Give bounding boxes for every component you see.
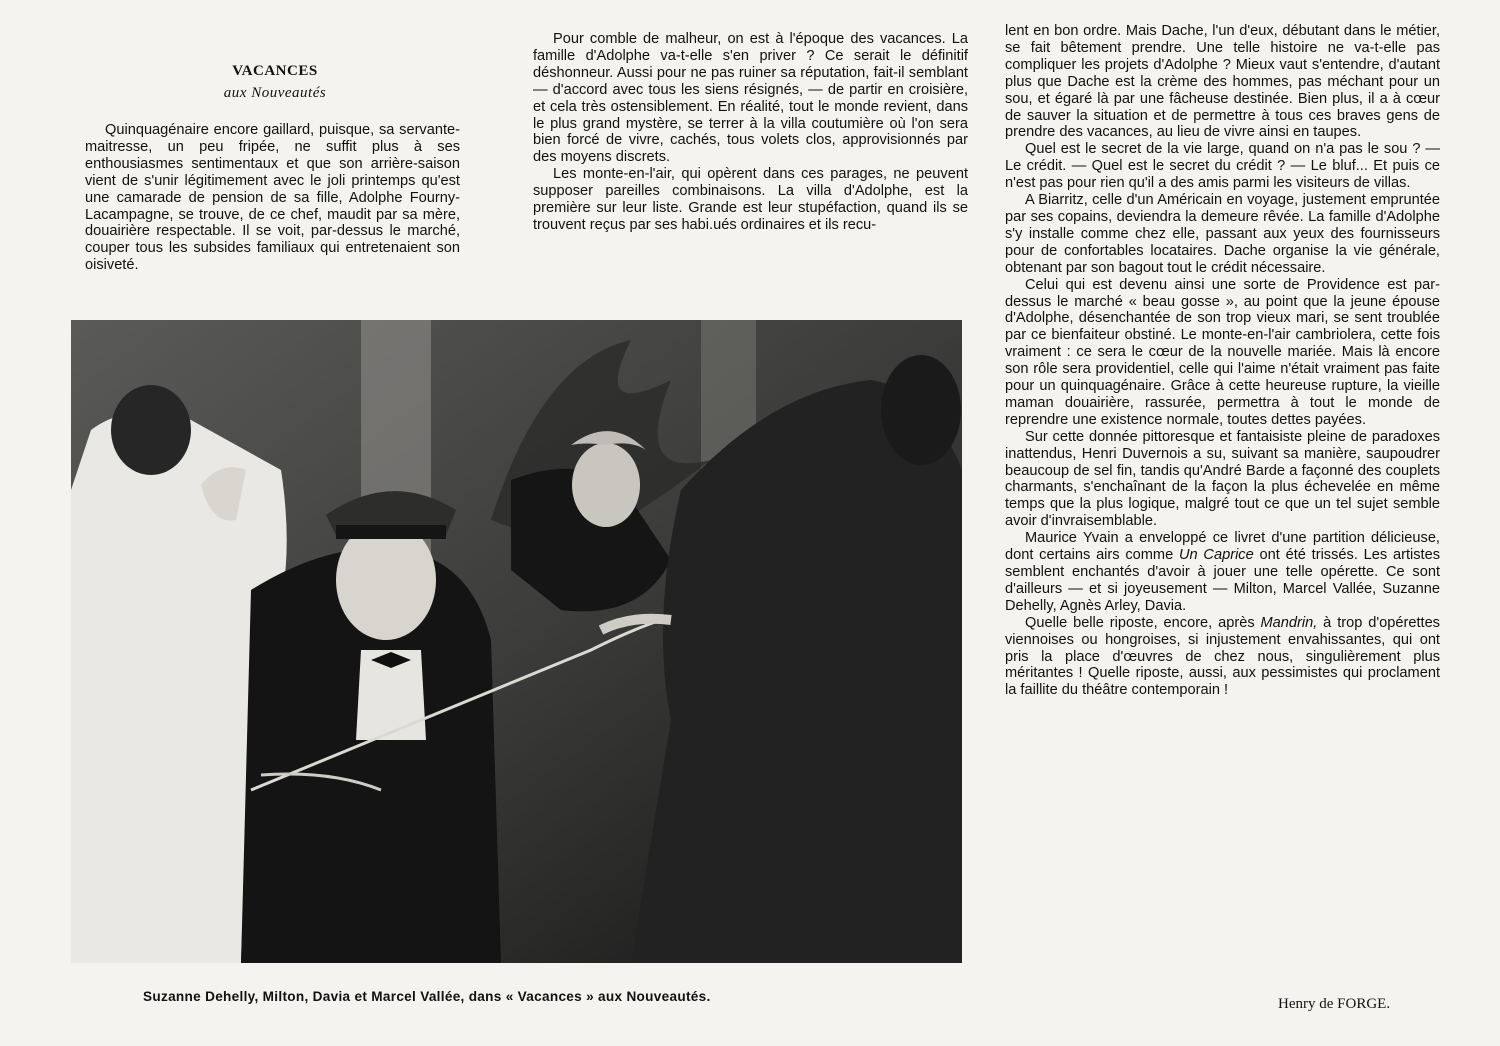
column-1 [85, 122, 460, 274]
text-run: Maurice Yvain a enveloppé ce livret d'une partition délicieuse, dont certains airs comme [1005, 530, 1440, 564]
italic-title: Mandrin, [1260, 614, 1318, 631]
paragraph: Quinquagénaire encore gaillard, puisque, sa servante-maitresse, un peu fripée, ne suffit plus à ses enthousiasmes sentimentaux et que son arrière-saison vient de s'unir légitimement avec le joli printemps qu'est une camarade de pension de sa fille, Adolphe Fourny-Lacampagne, se trouve, de ce chef, maudit par sa mère, douairière respectable. Il se voit, par-dessus le marché, couper tous les subsides familiaux qui entretenaient son oisiveté. [85, 122, 460, 274]
text-run: Quelle belle riposte, encore, après [1025, 614, 1261, 631]
paragraph: Les monte-en-l'air, qui opèrent dans ces parages, ne peuvent supposer pareilles combinaisons. La villa d'Adolphe, est la première sur leur liste. Grande est leur stupéfaction, quand ils se trouvent reçus par ses habi.ués ordinaires et ils recu- [533, 166, 968, 233]
stage-photograph [71, 320, 962, 963]
paragraph: Sur cette donnée pittoresque et fantaisiste pleine de paradoxes inattendus, Henri Duvernois a su, suivant sa manière, saupoudrer beaucoup de sel fin, tandis qu'André Barde a façonné des couplets charmants, s'enchaînant de la façon la plus échevelée en même temps que la plus logique, malgré tout ce que un tel sujet semble avoir d'invraisemblable. [1005, 428, 1440, 530]
text-run: à trop d'opérettes viennoises ou hongroises, si injustement envahissantes, qui ont pris la place d'œuvres de chez nous, singulièrement plus méritantes ! Quelle riposte, aussi, aux pessimistes qui proclament la faillite du théâtre contemporain ! [1005, 614, 1440, 699]
paragraph: Quel est le secret de la vie large, quand on n'a pas le sou ? — Le crédit. — Quel est le secret du crédit ? — Le bluf... Et puis ce n'est pas pour rien qu'il a des amis parmi les visiteurs de villas. [1005, 141, 1440, 192]
paragraph: A Biarritz, celle d'un Américain en voyage, justement empruntée par ses copains, deviendra la demeure rêvée. La famille d'Adolphe s'y installe comme chez elle, passant aux yeux des fournisseurs pour de confortables locataires. Dache organise la vie générale, obtenant par son bagout tout le crédit nécessaire. [1005, 192, 1440, 276]
paragraph [1005, 615, 1440, 700]
author-signature: Henry de FORGE. [1278, 996, 1391, 1012]
article-subtitle: aux Nouveautés [223, 85, 327, 101]
paragraph: Pour comble de malheur, on est à l'époque des vacances. La famille d'Adolphe va-t-elle s'en priver ? Ce serait le définitif déshonneur. Aussi pour ne pas ruiner sa réputation, fait-il semblant — d'accord avec tous les siens résignés, — de partir en croisière, et cela très ostensiblement. En réalité, tout le monde revient, dans le plus grand mystère, se terrer à la villa coutumière où l'on sera bien forcé de vivre, cachés, tous volets clos, approvisionnés par des moyens discrets. [533, 31, 968, 166]
paragraph: lent en bon ordre. Mais Dache, l'un d'eux, débutant dans le métier, se fait bêtement prendre. Une telle histoire ne va-t-elle pas compliquer les projets d'Adolphe ? Mieux vaut s'entendre, d'autant plus que Dache est la crème des hommes, pas méchant pour un sou, et égaré là par une fâcheuse destinée. Bien plus, il a à cœur de sauver la situation et de permettre à tous ces braves gens de prendre des vacances, au lieu de vivre ainsi en taupes. [1005, 23, 1440, 141]
article-title: VACANCES [232, 63, 318, 79]
column-3 [1005, 23, 1440, 699]
italic-title: Un Caprice [1179, 547, 1254, 564]
text-run: ont été trissés. Les artistes semblent enchantés d'avoir à jouer une telle opérette. Ce sont d'ailleurs — et si joyeusement — Milton, Marcel Vallée, Suzanne Dehelly, Agnès Arley, Davia. [1005, 547, 1441, 614]
paragraph: Celui qui est devenu ainsi une sorte de Providence est par-dessus le marché « beau gosse », au point que la jeune épouse d'Adolphe, désenchantée de son trop vieux mari, se sent troublée par ce bienfaiteur obstiné. Le monte-en-l'air cambriolera, cette fois vraiment : ce sera le cœur de la nouvelle mariée. Mais là encore son rôle sera providentiel, celle qui l'aime n'était vraiment pas faite pour un quinquagénaire. Grâce à cette heureuse rupture, la vieille maman douairière, rassurée, permettra à tout le monde de reprendre une existence normale, toutes dettes payées. [1005, 276, 1440, 428]
column-2 [533, 31, 968, 234]
photo-illustration [71, 320, 962, 963]
photo-caption: Suzanne Dehelly, Milton, Davia et Marcel Vallée, dans « Vacances » aux Nouveautés. [143, 989, 711, 1004]
paragraph [1005, 530, 1440, 615]
